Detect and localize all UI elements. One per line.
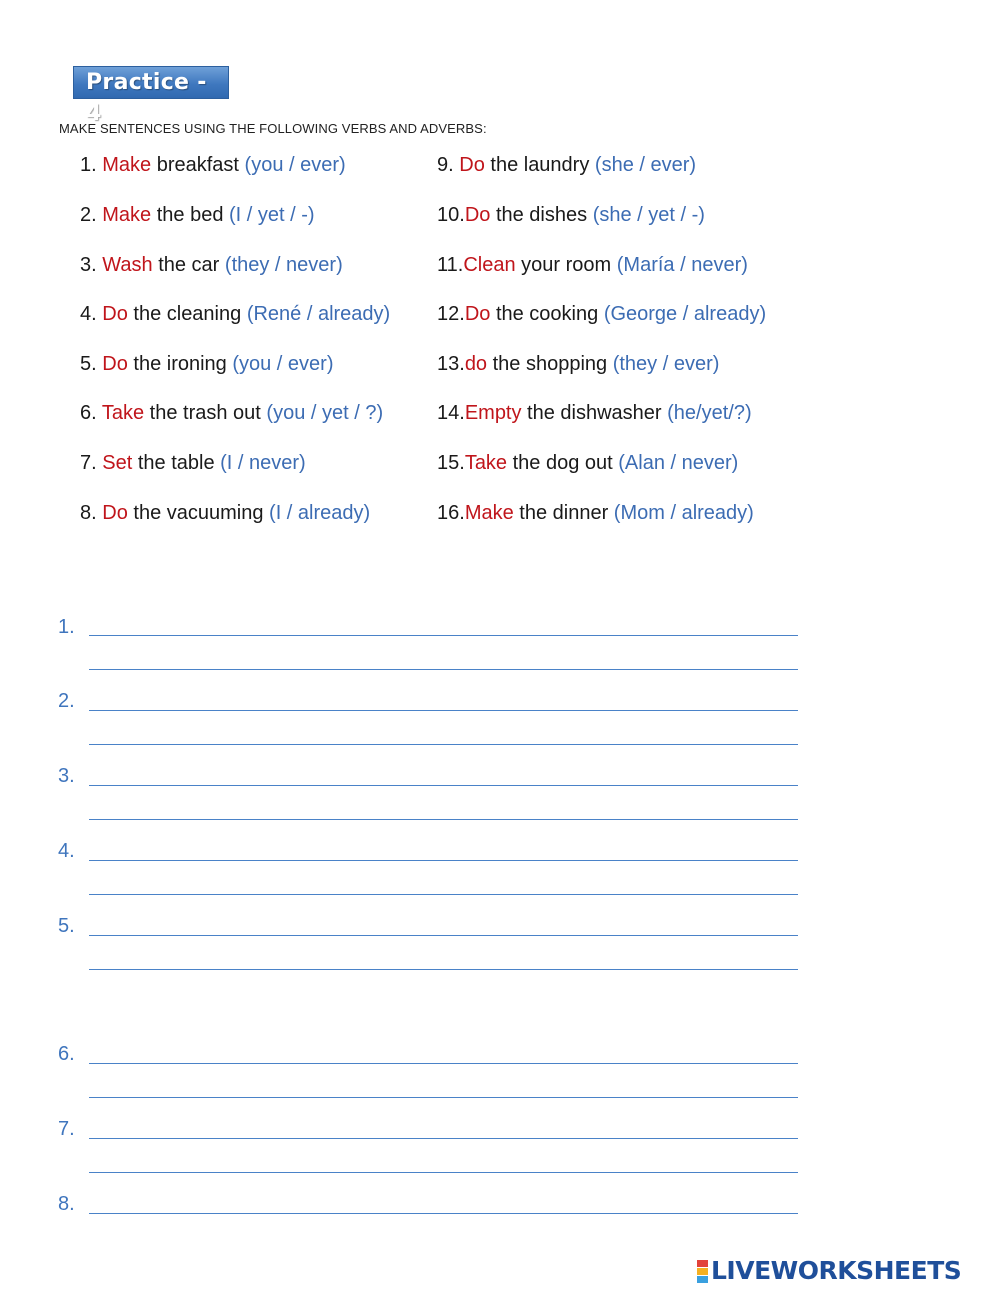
exercise-number: 16. [437, 502, 465, 524]
exercise-number: 4. [80, 303, 103, 325]
exercise-number: 13. [437, 353, 465, 375]
exercise-number: 5. [80, 353, 103, 375]
exercise-number: 7. [80, 452, 103, 474]
exercise-object: the vacuuming [127, 502, 270, 524]
exercise-object: the ironing [127, 353, 233, 375]
page-title: Practice - 4 [73, 66, 229, 99]
exercise-hint: (you / ever) [244, 154, 346, 176]
exercise-verb: Wash [102, 254, 153, 276]
exercise-object: the dog out [507, 452, 619, 474]
answer-line-7b[interactable] [89, 1172, 798, 1173]
answer-number-2: 2. [58, 690, 75, 712]
exercise-verb: Set [102, 452, 133, 474]
exercise-hint: (I / yet / -) [229, 204, 315, 226]
answer-number-6: 6. [58, 1043, 75, 1065]
answer-line-4a[interactable] [89, 860, 798, 861]
answer-line-8a[interactable] [89, 1213, 798, 1214]
exercise-verb: Take [464, 452, 508, 474]
answer-number-8: 8. [58, 1193, 75, 1215]
exercise-verb: Do [459, 154, 485, 176]
answer-line-6b[interactable] [89, 1097, 798, 1098]
exercise-hint: (you / yet / ?) [266, 402, 384, 424]
exercise-verb: Clean [463, 254, 516, 276]
exercise-object: the dishes [490, 204, 593, 226]
exercise-verb: Make [464, 502, 514, 524]
liveworksheets-logo-icon [697, 1260, 708, 1283]
exercise-verb: Empty [464, 402, 522, 424]
exercise-object: the bed [151, 204, 229, 226]
exercise-hint: (she / yet / -) [592, 204, 705, 226]
exercise-object: the cooking [490, 303, 604, 325]
answer-line-7a[interactable] [89, 1138, 798, 1139]
exercise-item-6 [80, 401, 383, 425]
exercise-hint: (María / never) [616, 254, 748, 276]
answer-line-1b[interactable] [89, 669, 798, 670]
exercise-item-14 [437, 401, 752, 425]
exercise-number: 2. [80, 204, 103, 226]
exercise-number: 14. [437, 402, 465, 424]
answer-number-4: 4. [58, 840, 75, 862]
exercise-number: 12. [437, 303, 465, 325]
instruction-text: MAKE SENTENCES USING THE FOLLOWING VERBS AND ADVERBS: [59, 121, 487, 136]
exercise-hint: (I / already) [269, 502, 371, 524]
exercise-hint: (George / already) [603, 303, 767, 325]
exercise-number: 8. [80, 502, 103, 524]
exercise-object: the trash out [144, 402, 267, 424]
answer-line-1a[interactable] [89, 635, 798, 636]
exercise-object: the car [152, 254, 225, 276]
answer-number-1: 1. [58, 616, 75, 638]
brand-name: LIVEWORKSHEETS [711, 1256, 962, 1285]
exercise-verb: Take [101, 402, 145, 424]
exercise-hint: (you / ever) [232, 353, 334, 375]
exercise-item-3 [80, 253, 343, 277]
exercise-verb: Make [102, 204, 152, 226]
liveworksheets-brand [697, 1256, 961, 1286]
exercise-verb: Do [102, 303, 128, 325]
exercise-number: 1. [80, 154, 103, 176]
exercise-object: the dinner [513, 502, 614, 524]
exercise-item-16 [437, 501, 754, 525]
exercise-number: 6. [80, 402, 102, 424]
exercise-object: the shopping [487, 353, 613, 375]
exercise-object: the dishwasher [521, 402, 668, 424]
answer-line-4b[interactable] [89, 894, 798, 895]
answer-line-2b[interactable] [89, 744, 798, 745]
exercise-item-12 [437, 302, 766, 326]
exercise-item-8 [80, 501, 370, 525]
answer-number-7: 7. [58, 1118, 75, 1140]
exercise-hint: (they / never) [224, 254, 343, 276]
answer-line-3a[interactable] [89, 785, 798, 786]
answer-line-5a[interactable] [89, 935, 798, 936]
exercise-item-15 [437, 451, 738, 475]
answer-line-5b[interactable] [89, 969, 798, 970]
exercise-item-11 [437, 253, 748, 277]
exercise-verb: Do [102, 502, 128, 524]
exercise-object: the table [132, 452, 221, 474]
exercise-item-13 [437, 352, 719, 376]
exercise-number: 3. [80, 254, 103, 276]
exercise-verb: do [464, 353, 488, 375]
exercise-hint: (René / already) [246, 303, 391, 325]
exercise-hint: (she / ever) [594, 154, 697, 176]
exercise-object: breakfast [151, 154, 245, 176]
exercise-item-10 [437, 203, 705, 227]
exercise-verb: Do [102, 353, 128, 375]
answer-line-3b[interactable] [89, 819, 798, 820]
exercise-hint: (he/yet/?) [667, 402, 752, 424]
answer-number-3: 3. [58, 765, 75, 787]
exercise-number: 10. [437, 204, 465, 226]
exercise-hint: (Mom / already) [613, 502, 754, 524]
exercise-item-5 [80, 352, 334, 376]
exercise-item-7 [80, 451, 306, 475]
exercise-verb: Do [464, 303, 491, 325]
exercise-object: the laundry [484, 154, 595, 176]
exercise-hint: (Alan / never) [618, 452, 739, 474]
exercise-hint: (I / never) [220, 452, 306, 474]
exercise-verb: Do [464, 204, 491, 226]
exercise-item-4 [80, 302, 390, 326]
exercise-number: 11. [437, 254, 464, 276]
exercise-item-1 [80, 153, 346, 177]
answer-line-6a[interactable] [89, 1063, 798, 1064]
exercise-item-9 [437, 153, 696, 177]
answer-line-2a[interactable] [89, 710, 798, 711]
exercise-object: your room [515, 254, 617, 276]
answer-number-5: 5. [58, 915, 75, 937]
exercise-number: 15. [437, 452, 465, 474]
exercise-verb: Make [102, 154, 152, 176]
exercise-number: 9. [437, 154, 460, 176]
exercise-item-2 [80, 203, 315, 227]
exercise-hint: (they / ever) [612, 353, 720, 375]
exercise-object: the cleaning [127, 303, 247, 325]
